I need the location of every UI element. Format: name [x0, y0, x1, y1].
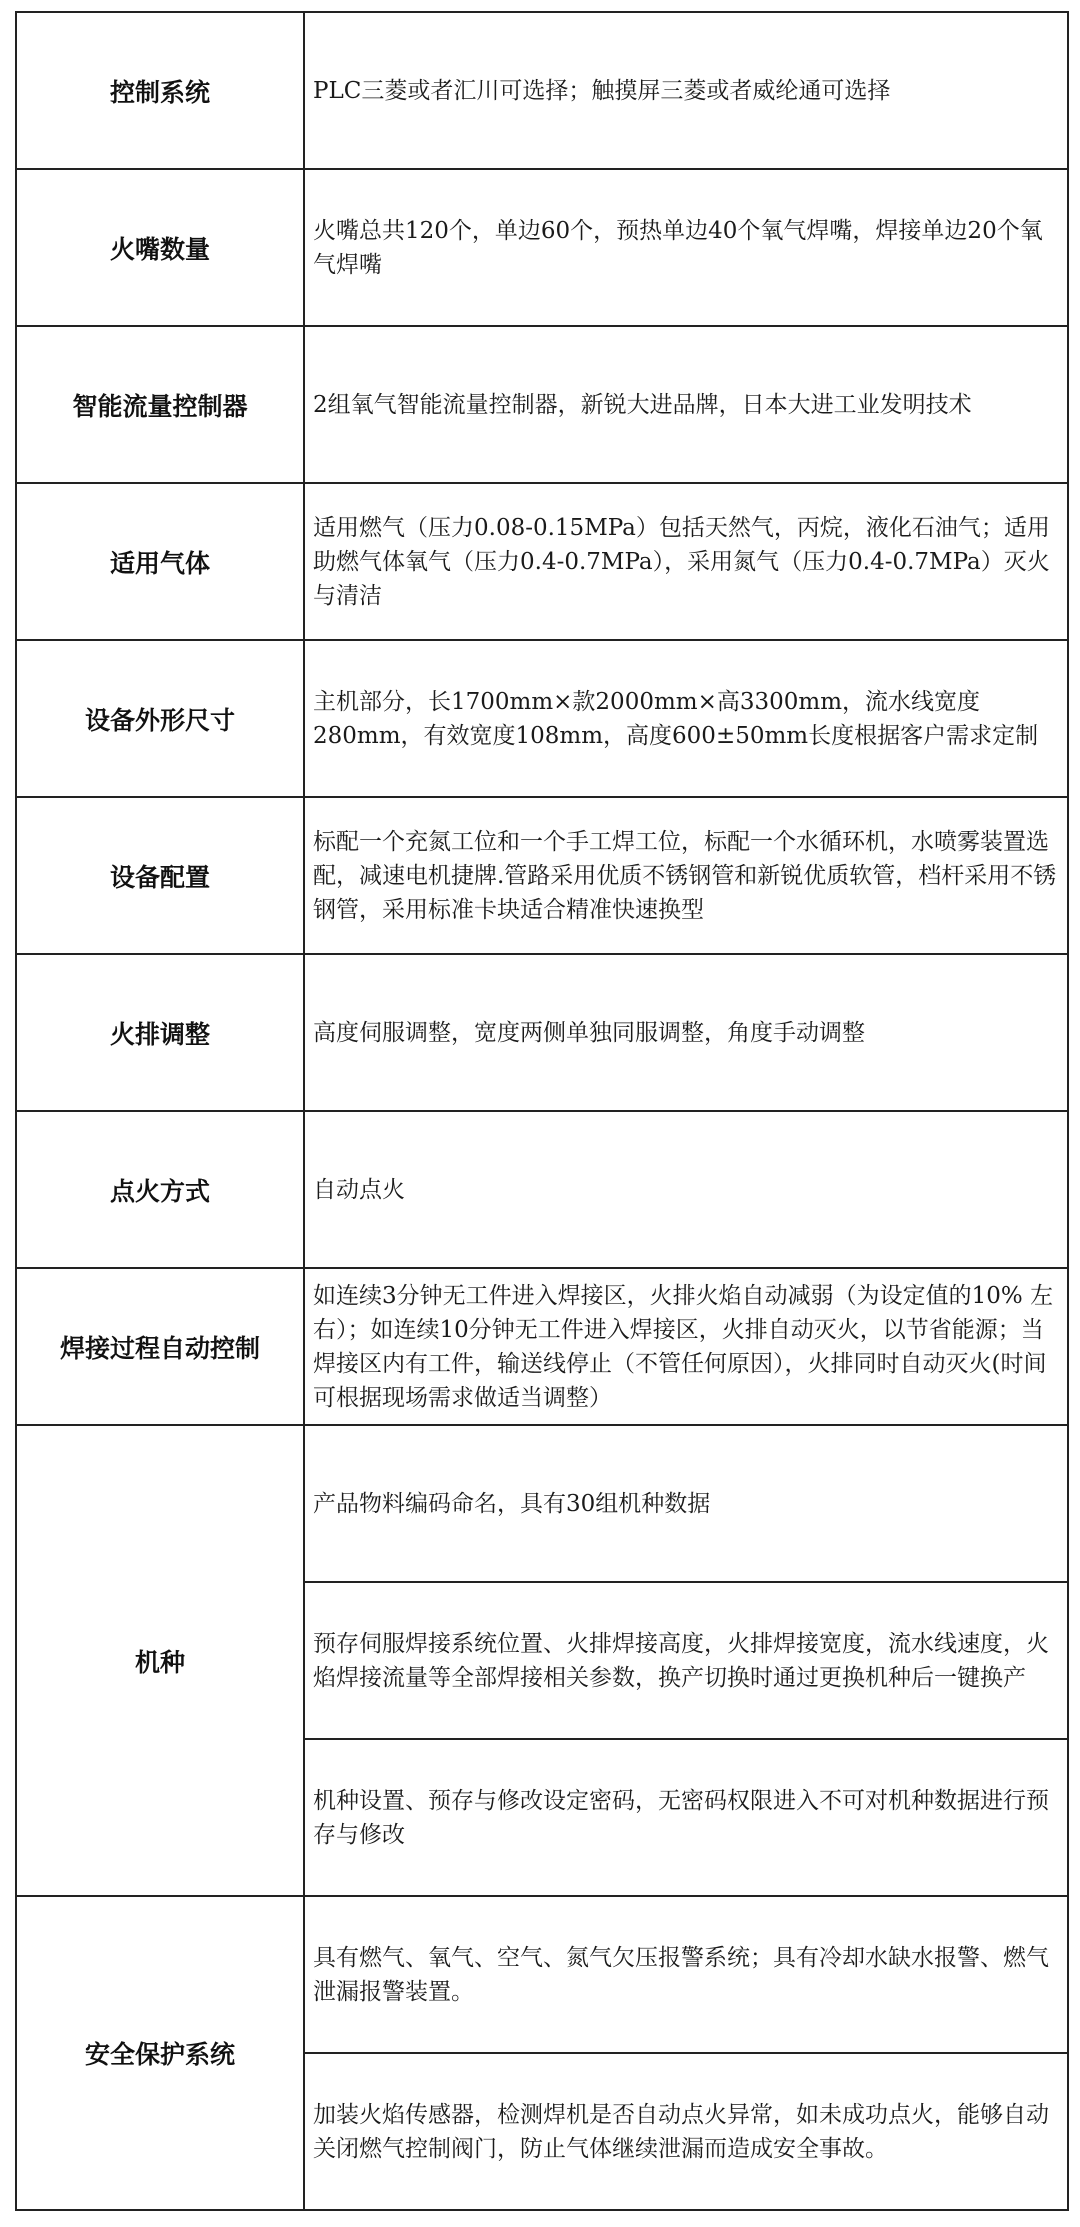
- table-row: [16, 1425, 1068, 1582]
- row-value: 预存伺服焊接系统位置、火排焊接高度，火排焊接宽度，流水线速度，火焰焊接流量等全部焊接相关参数，换产切换时通过更换机种后一键换产: [304, 1582, 1068, 1739]
- row-label: 火嘴数量: [16, 169, 304, 326]
- row-label: 设备配置: [16, 797, 304, 954]
- table-row: [16, 483, 1068, 640]
- row-value: 标配一个充氮工位和一个手工焊工位，标配一个水循环机，水喷雾装置选配，减速电机捷牌.管路采用优质不锈钢管和新锐优质软管，档杆采用不锈钢管，采用标准卡块适合精准快速换型: [304, 797, 1068, 954]
- table-row: [16, 326, 1068, 483]
- row-value: 具有燃气、氧气、空气、氮气欠压报警系统；具有冷却水缺水报警、燃气泄漏报警装置。: [304, 1896, 1068, 2053]
- row-value: 机种设置、预存与修改设定密码，无密码权限进入不可对机种数据进行预存与修改: [304, 1739, 1068, 1896]
- spec-table: [15, 11, 1069, 2211]
- row-label: 机种: [16, 1425, 304, 1896]
- table-row: [16, 640, 1068, 797]
- table-row: [16, 169, 1068, 326]
- row-label: 点火方式: [16, 1111, 304, 1268]
- row-label: 适用气体: [16, 483, 304, 640]
- table-row: [16, 1268, 1068, 1425]
- row-value: 自动点火: [304, 1111, 1068, 1268]
- table-row: [16, 12, 1068, 169]
- row-label: 智能流量控制器: [16, 326, 304, 483]
- row-value: 产品物料编码命名，具有30组机种数据: [304, 1425, 1068, 1582]
- row-value: 加装火焰传感器，检测焊机是否自动点火异常，如未成功点火，能够自动关闭燃气控制阀门，防止气体继续泄漏而造成安全事故。: [304, 2053, 1068, 2210]
- table-row: [16, 1111, 1068, 1268]
- row-value: 如连续3分钟无工件进入焊接区，火排火焰自动减弱（为设定值的10% 左右）；如连续10分钟无工件进入焊接区，火排自动灭火，以节省能源；当焊接区内有工件，输送线停止（不管任何原因），火排同时自动灭火(时间可根据现场需求做适当调整）: [304, 1268, 1068, 1425]
- row-value: 高度伺服调整，宽度两侧单独同服调整，角度手动调整: [304, 954, 1068, 1111]
- row-label: 设备外形尺寸: [16, 640, 304, 797]
- row-value: PLC三菱或者汇川可选择；触摸屏三菱或者威纶通可选择: [304, 12, 1068, 169]
- row-label: 火排调整: [16, 954, 304, 1111]
- table-row: [16, 797, 1068, 954]
- row-value: 2组氧气智能流量控制器，新锐大进品牌，日本大进工业发明技术: [304, 326, 1068, 483]
- row-label: 安全保护系统: [16, 1896, 304, 2210]
- row-value: 适用燃气（压力0.08-0.15MPa）包括天然气，丙烷，液化石油气；适用助燃气体氧气（压力0.4-0.7MPa），采用氮气（压力0.4-0.7MPa）灭火与清洁: [304, 483, 1068, 640]
- row-value: 火嘴总共120个，单边60个，预热单边40个氧气焊嘴，焊接单边20个氧气焊嘴: [304, 169, 1068, 326]
- row-label: 焊接过程自动控制: [16, 1268, 304, 1425]
- table-row: [16, 1896, 1068, 2053]
- row-value: 主机部分，长1700mm×款2000mm×高3300mm，流水线宽度280mm，有效宽度108mm，高度600±50mm长度根据客户需求定制: [304, 640, 1068, 797]
- row-label: 控制系统: [16, 12, 304, 169]
- table-row: [16, 954, 1068, 1111]
